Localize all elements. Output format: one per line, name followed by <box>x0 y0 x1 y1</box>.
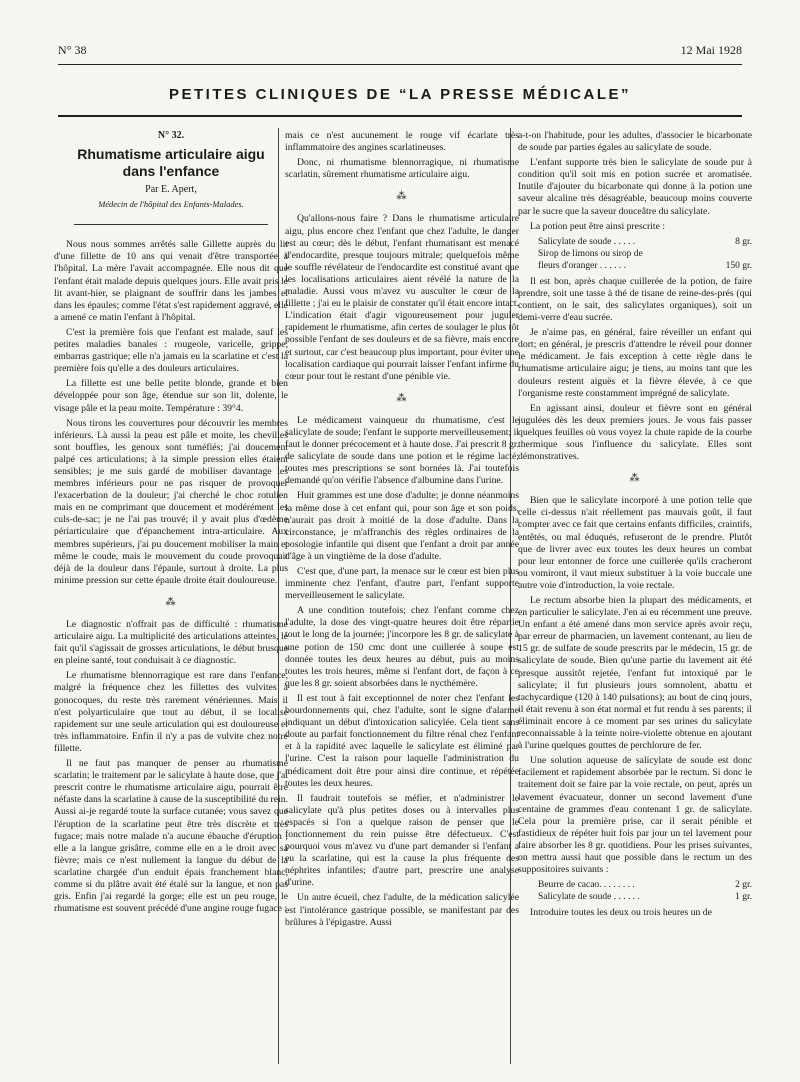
article-title <box>74 146 268 180</box>
paragraph: Donc, ni rhumatisme blennorragique, ni rhumatisme scarlatin, sûrement rhumatisme articulaire aigu. <box>285 157 519 181</box>
paragraph: C'est que, d'une part, la menace sur le cœur est bien plus imminente chez l'enfant, d'autre part, l'enfant supporte merveilleusement le salicylate. <box>285 566 519 602</box>
paragraph: Qu'allons-nous faire ? Dans le rhumatisme articulaire aigu, plus encore chez l'enfant que chez l'adulte, le danger est au cœur; dès le début, l'enfant rhumatisant est menacé d'endocardite, presque toujours mitrale; quelquefois même le souffle révélateur de l'endocardite est constitué avant que les localisations articulaires aient révélé la nature de la maladie. Aussi vous m'avez vu ausculter le cœur de la fillette ; j'ai eu le plaisir de constater qu'il était encore intact. L'indication était d'agir vigoureusement pour juguler rapidement le rhumatisme, afin certes de soulager le plus tôt possible l'enfant de ses douleurs et de sa fièvre, mais encore et surtout, car c'est beaucoup plus important, pour éviter une localisation cardiaque qui pourrait laisser l'enfant infirme du cœur pour tout le restant d'une pénible vie. <box>285 213 519 382</box>
section-separator-stars: ⁂ <box>396 191 408 203</box>
paragraph: Il est tout à fait exceptionnel de noter chez l'enfant les bourdonnements qui, chez l'adulte, sont le signe d'alarme indiquant un début d'intoxication salicylée. Cela tient sans doute au parfait fonctionnement du filtre rénal chez l'enfant et à la rapidité avec laquelle le salicylate est éliminé par l'urine. C'est la raison pour laquelle l'administration du médicament doit être pour ainsi dire continue, et répétée toutes les deux heures. <box>285 692 519 789</box>
article-heading <box>74 130 268 225</box>
article-title-line: dans l'enfance <box>122 163 220 180</box>
paragraph: Nous nous sommes arrêtés salle Gillette auprès du lit d'une fillette de 10 ans qui venait d'être transportée à l'hôpital. La mère l'avait accompagnée. Elle nous dit que l'enfant était malade depuis quelques jours. Elle avait pris le lit avant-hier, se plaignant de souffrir dans les jambes et dans les épaules; comme l'état s'est rapidement aggravé, elle a amené ce matin l'enfant à l'hôpital. <box>54 239 288 323</box>
column-2 <box>285 130 519 932</box>
section-separator-stars: ⁂ <box>165 596 177 608</box>
prescription-potion <box>538 236 752 272</box>
paragraph: Il ne faut pas manquer de penser au rhumatisme scarlatin; le traitement par le salicylate à haute dose, que j'ai prescrit contre le rhumatisme articulaire aigu, pourrait être néfaste dans la scarlatine à cause de la susceptibilité du rein. Aussi ai-je regardé toute la surface cutanée; vous savez que l'éruption de la scarlatine peut être très discrète et très fugace; mais notre malade n'a aucune ébauche d'éruption ; elle a la langue grisâtre, comme elle en a le droit avec sa fièvre; mais ce n'est nullement la langue du début de la scarlatine chargée d'un enduit épais franchement blanc, comme si du plâtre avait été étalé sur la langue, et non pas gris. Enfin j'ai regardé la gorge; elle est un peu rouge, le rhumatisme est souvent précédé d'une angine rouge fugace ; <box>54 758 288 915</box>
paragraph: Il est bon, après chaque cuillerée de la potion, de faire prendre, soit une tasse à thé de tisane de reine-des-prés (qui contient, on le sait, des salicylates organiques), soit un demi-verre d'eau sucrée. <box>518 275 752 324</box>
prescription-line: Salicylate de soude . . . . . 8 gr. <box>538 236 752 247</box>
paragraph: Bien que le salicylate incorporé à une potion telle que celle ci-dessus n'ait réellement pas mauvais goût, il faut compter avec ce fait que certains enfants difficiles, craintifs, entêtés, ou mal éduqués, refuseront de le prendre. Plutôt que de livrer avec eux toutes les deux heures un combat pour leur entonner de force une cuillerée qu'ils cracheront ou vomiront, il vaut mieux substituer à la voie buccale une autre voie d'introduction, la voie rectale. <box>518 495 752 591</box>
article-title-line: Rhumatisme articulaire aigu <box>77 146 265 163</box>
page-header <box>58 43 742 58</box>
paragraph: Le médicament vainqueur du rhumatisme, c'est le salicylate de soude; l'enfant le supporte merveilleusement; il faut le donner précocement et à haute dose. J'ai prescrit 8 gr. de salicylate de soude dans une potion et le régime lacté; toutes mes prescriptions se sont bornées là. J'ai toutefois demandé qu'on vérifie l'absence d'albumine dans l'urine. <box>285 414 519 487</box>
paragraph: La potion peut être ainsi prescrite : <box>530 220 666 232</box>
paragraph: Le diagnostic n'offrait pas de difficulté : rhumatisme articulaire aigu. La multiplicité des articulations atteintes, le fait qu'il s'agissait de grosses articulations, le début brusque en pleine santé, tout conduisait à ce diagnostic. <box>54 619 288 667</box>
section-separator-stars: ⁂ <box>396 392 408 404</box>
paragraph: Le rhumatisme blennorragique est rare dans l'enfance, malgré la fréquence chez les fillettes des vulvites à gonocoques, du reste très rarement vénériennes. Mais il n'est polyarticulaire que tout au début, il se localise rapidement sur une seule articulation qui est douloureuse et très inflammatoire. Enfin il n'y a pas de vulvite chez notre fillette. <box>54 670 288 754</box>
column-1 <box>54 130 288 918</box>
author: Par E. Apert, <box>145 184 197 196</box>
prescription-line: Beurre de cacao. . . . . . . . 2 gr. <box>538 880 752 891</box>
prescription-suppository <box>538 879 752 903</box>
paragraph: Huit grammes est une dose d'adulte; je donne néanmoins la même dose à cet enfant qui, pour son âge et son poids, n'aurait pas droit à moitié de la dose d'adulte. Dans la circonstance, je m'affranchis des règles ordinaires de la posologie infantile qui disent que l'enfant a droit par année d'âge à un vingtième de la dose d'adulte. <box>285 490 519 562</box>
header-rule <box>58 64 742 65</box>
prescription-line: Sirop de limons ou sirop de <box>538 248 643 259</box>
paragraph: Il faudrait toutefois se méfier, et n'administrer le salicylate qu'à plus petites doses ou à intervalles plus espacés si l'on a quelque raison de penser que le fonctionnement du rein puisse être défectueux. C'est pourquoi vous m'avez vu d'une part demander si l'enfant a eu la scarlatine, qui est la cause la plus fréquente des néphrites infantiles; d'autre part, prescrire une analyse d'urine. <box>285 792 519 889</box>
paragraph: Introduire toutes les deux ou trois heures un de <box>530 907 712 919</box>
paragraph: Un autre écueil, chez l'adulte, de la médication salicylée est l'intolérance gastrique possible, se manifestant par des brûlures à l'épigastre. Aussi <box>285 892 519 928</box>
masthead-rule <box>58 115 742 117</box>
paragraph: C'est la première fois que l'enfant est malade, sauf les petites maladies banales : rougeole, varicelle, grippe, embarras gastrique; elle n'a jamais eu la scarlatine et c'est la première fois qu'elle a des douleurs articulaires. <box>54 326 288 375</box>
paragraph: Le rectum absorbe bien la plupart des médicaments, et en particulier le salicylate. J'en ai eu récemment une preuve. Un enfant a été amené dans mon service après avoir reçu, par erreur de pharmacien, un lavement contenant, au lieu de 15 gr. de sulfate de soude prescrits par le médecin, 15 gr. de salicylate de soude. Bien qu'une partie du lavement ait été presque aussitôt rejetée, l'enfant fut intoxiqué par le salicylate; il fut plusieurs jours somnolent, abattu et tachycardique (120 à 140 pulsations); au bout de cinq jours, il était revenu à son état normal et fut rendu à ses parents; il éliminait encore à ce moment par ses urines du salicylate reconnaissable à la teinte noire-violette obtenue en ajoutant à l'urine quelques gouttes de perchlorure de fer. <box>518 595 752 752</box>
paragraph: La fillette est une belle petite blonde, grande et bien développée pour son âge, étendue sur son lit, dolente, le visage pâle et la peau moite. Température : 39°4. <box>54 378 288 414</box>
paragraph: A une condition toutefois; chez l'enfant comme chez l'adulte, la dose des vingt-quatre heures doit être répartie tout le long de la journée; j'incorpore les 8 gr. de salicylate à une potion de 150 cmc dont une cuillerée à soupe est donnée toutes les deux heures au début, puis au moins toutes les trois heures, même si l'enfant dort, de façon à ce que les 8 gr. soient absorbées dans le nycthémère. <box>285 605 519 689</box>
paragraph: En agissant ainsi, douleur et fièvre sont en général jugulées dès les deux premiers jours. Je vous fais passer quelques feuilles où vous voyez la chute rapide de la courbe thermique sous l'influence du salicylate. Elles sont démonstratives. <box>518 402 752 463</box>
issue-number: N° 38 <box>58 43 87 57</box>
author-affiliation: Médecin de l'hôpital des Enfants-Malades. <box>98 199 244 210</box>
paragraph: Nous tirons les couvertures pour découvrir les membres inférieurs. Là aussi la peau est pâle et moite, les chevilles sont bouffies, les genoux sont tuméfiés; j'ai doucement palpé ces articulations; à la simple pression elles étaient sensibles; je me suis gardé de mobiliser davantage les membres inférieurs pour ne pas risquer de provoquer l'exacerbation de la douleur; j'ai cherché le choc rotulien mais en ne comprimant que doucement et modérément les culs-de-sac; je ne l'ai pas trouvé; il y avait plus d'œdème périarticulaire que d'épanchement intra-articulaire. Aux membres supérieurs, j'ai pu doucement mobiliser la main et même le coude, mais le mouvement du coude provoquait déjà de la douleur dans l'épaule, surtout à droite. La plus minime pression sur cette épaule droite était douloureuse. <box>54 417 288 586</box>
prescription-line: Salicylate de soude . . . . . . 1 gr. <box>538 892 752 903</box>
paragraph: L'enfant supporte très bien le salicylate de soude pur à condition qu'il soit mis en potion sucrée et aromatisée. Inutile d'ajouter du bicarbonate qui donne à la potion une saveur alcaline très désagréable, beaucoup moins couverte par le sucre que la saveur douceâtre du salicylate. <box>518 157 752 217</box>
section-separator-stars: ⁂ <box>629 473 641 485</box>
prescription-line: fleurs d'oranger . . . . . . 150 gr. <box>538 260 752 271</box>
paragraph: Une solution aqueuse de salicylate de soude est donc facilement et rapidement absorbée par le rectum. Si donc le traitement doit se faire par la voie rectale, on peut, après un lavement évacuateur, donner un second lavement d'une centaine de grammes d'eau contenant 1 gr. de salicylate. Cela pour la première prise, car il serait pénible et fastidieux de répéter huit fois par jour un tel lavement pour faire absorber les 8 gr. quotidiens. Pour les prises suivantes, on mettra aussi haut que possible dans le rectum un des suppositoires suivants : <box>518 755 752 876</box>
column-3 <box>518 130 752 922</box>
paragraph: a-t-on l'habitude, pour les adultes, d'associer le bicarbonate de soude par parties égales au salicylate de soude. <box>518 130 752 154</box>
issue-date: 12 Mai 1928 <box>680 43 742 57</box>
masthead-title: PETITES CLINIQUES DE “LA PRESSE MÉDICALE” <box>169 86 631 103</box>
paragraph: mais ce n'est aucunement le rouge vif écarlate très inflammatoire des angines scarlatineuses. <box>285 130 519 154</box>
case-number: N° 32. <box>157 130 185 141</box>
paragraph: Je n'aime pas, en général, faire réveiller un enfant qui dort; en général, je prescris d'attendre le réveil pour donner le médicament. Je fais exception à cette règle dans le rhumatisme articulaire aigu; je tiens, au moins tant que les douleurs restent aiguës et la fièvre élevée, à ce que l'organisme reste constamment imprégné de salicylate. <box>518 327 752 399</box>
